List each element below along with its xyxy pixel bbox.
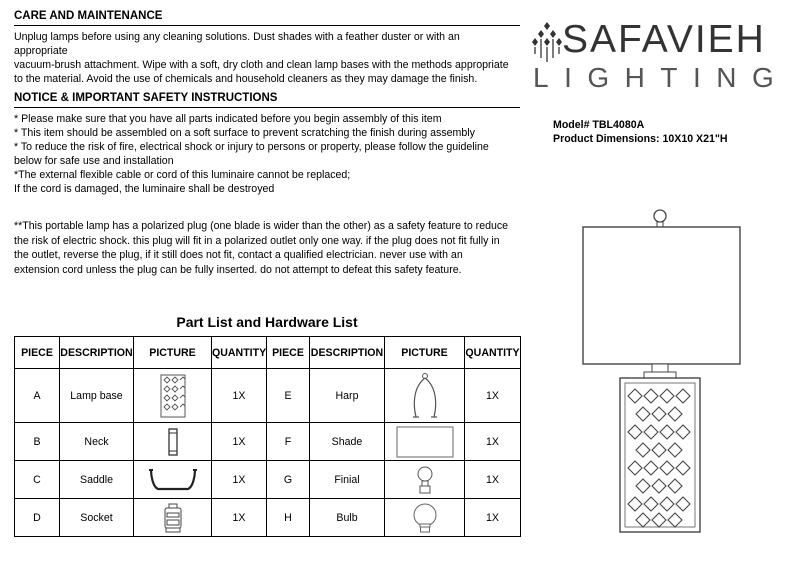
column-header: PICTURE	[385, 337, 465, 369]
quantity-cell: 1X	[212, 499, 267, 537]
piece-cell: E	[267, 369, 310, 423]
description-cell: Finial	[310, 461, 385, 499]
description-cell: Bulb	[310, 499, 385, 537]
model-number: Model# TBL4080A	[553, 119, 645, 131]
table-row	[15, 369, 521, 423]
care-line: Unplug lamps before using any cleaning solutions. Dust shades with a feather duster or with an	[14, 31, 460, 43]
brand-subtitle: LIGHTING	[533, 62, 790, 93]
care-line: vacuum-brush attachment. Wipe with a soft, dry cloth and clean lamp bases with the methods appropriate	[14, 59, 509, 71]
quantity-cell: 1X	[465, 499, 521, 537]
care-text	[14, 30, 520, 86]
care-line: to the material. Avoid the use of chemicals and household cleaners as they may damage the finish.	[14, 73, 478, 85]
column-header: QUANTITY	[212, 337, 267, 369]
description-cell: Shade	[310, 423, 385, 461]
quantity-cell: 1X	[212, 461, 267, 499]
saddle-picture	[134, 461, 212, 499]
column-header: PIECE	[15, 337, 60, 369]
note-line: the risk of electric shock. this plug will fit in a polarized outlet only one way. if the plug does not fit fully in	[14, 234, 500, 247]
quantity-cell: 1X	[465, 461, 521, 499]
instructions-column	[14, 10, 520, 196]
safety-title: NOTICE & IMPORTANT SAFETY INSTRUCTIONS	[14, 92, 520, 108]
safety-line: * To reduce the risk of fire, electrical shock or injury to persons or property, please follow the guideline	[14, 141, 489, 153]
care-title: CARE AND MAINTENANCE	[14, 10, 520, 26]
safety-line: *The external flexible cable or cord of this luminaire cannot be replaced;	[14, 169, 351, 181]
product-dimensions: Product Dimensions: 10X10 X21"H	[553, 133, 728, 145]
column-header: PICTURE	[134, 337, 212, 369]
piece-cell: A	[15, 369, 60, 423]
piece-cell: C	[15, 461, 60, 499]
table-row	[15, 499, 521, 537]
safety-text	[14, 112, 520, 196]
description-cell: Neck	[60, 423, 134, 461]
table-row	[15, 423, 521, 461]
note-line: extension cord unless the plug can be fully inserted. do not attempt to defeat this safety feature.	[14, 263, 462, 276]
description-cell: Saddle	[60, 461, 134, 499]
piece-cell: B	[15, 423, 60, 461]
piece-cell: D	[15, 499, 60, 537]
note-line: the outlet, reverse the plug, if it still does not fit, contact a qualified electrician. never use with an	[14, 249, 463, 262]
piece-cell: G	[267, 461, 310, 499]
harp-picture	[385, 369, 465, 423]
parts-title: Part List and Hardware List	[176, 314, 358, 330]
lamp-base-picture	[134, 369, 212, 423]
table-header-row	[15, 337, 521, 369]
brand-name: SAFAVIEH	[562, 18, 766, 61]
quantity-cell: 1X	[465, 369, 521, 423]
care-line: appropriate	[14, 45, 68, 57]
quantity-cell: 1X	[212, 423, 267, 461]
neck-picture	[134, 423, 212, 461]
description-cell: Socket	[60, 499, 134, 537]
column-header: PIECE	[267, 337, 310, 369]
column-header: QUANTITY	[465, 337, 521, 369]
lamp-illustration	[578, 206, 748, 551]
safety-line: * This item should be assembled on a soft surface to prevent scratching the finish during assembly	[14, 127, 475, 139]
safety-line: below for safe use and installation	[14, 155, 174, 167]
polarized-plug-note	[14, 219, 520, 277]
piece-cell: F	[267, 423, 310, 461]
description-cell: Harp	[310, 369, 385, 423]
quantity-cell: 1X	[212, 369, 267, 423]
safety-line: If the cord is damaged, the luminaire shall be destroyed	[14, 183, 275, 195]
description-cell: Lamp base	[60, 369, 134, 423]
column-header: DESCRIPTION	[310, 337, 385, 369]
note-line: **This portable lamp has a polarized plug (one blade is wider than the other) as a safety feature to reduce	[14, 220, 509, 232]
column-header: DESCRIPTION	[60, 337, 134, 369]
safety-line: * Please make sure that you have all parts indicated before you begin assembly of this item	[14, 113, 442, 125]
bulb-picture	[385, 499, 465, 537]
finial-picture	[385, 461, 465, 499]
product-info	[553, 118, 728, 146]
parts-table	[14, 336, 521, 537]
shade-picture	[385, 423, 465, 461]
piece-cell: H	[267, 499, 310, 537]
table-row	[15, 461, 521, 499]
quantity-cell: 1X	[465, 423, 521, 461]
socket-picture	[134, 499, 212, 537]
